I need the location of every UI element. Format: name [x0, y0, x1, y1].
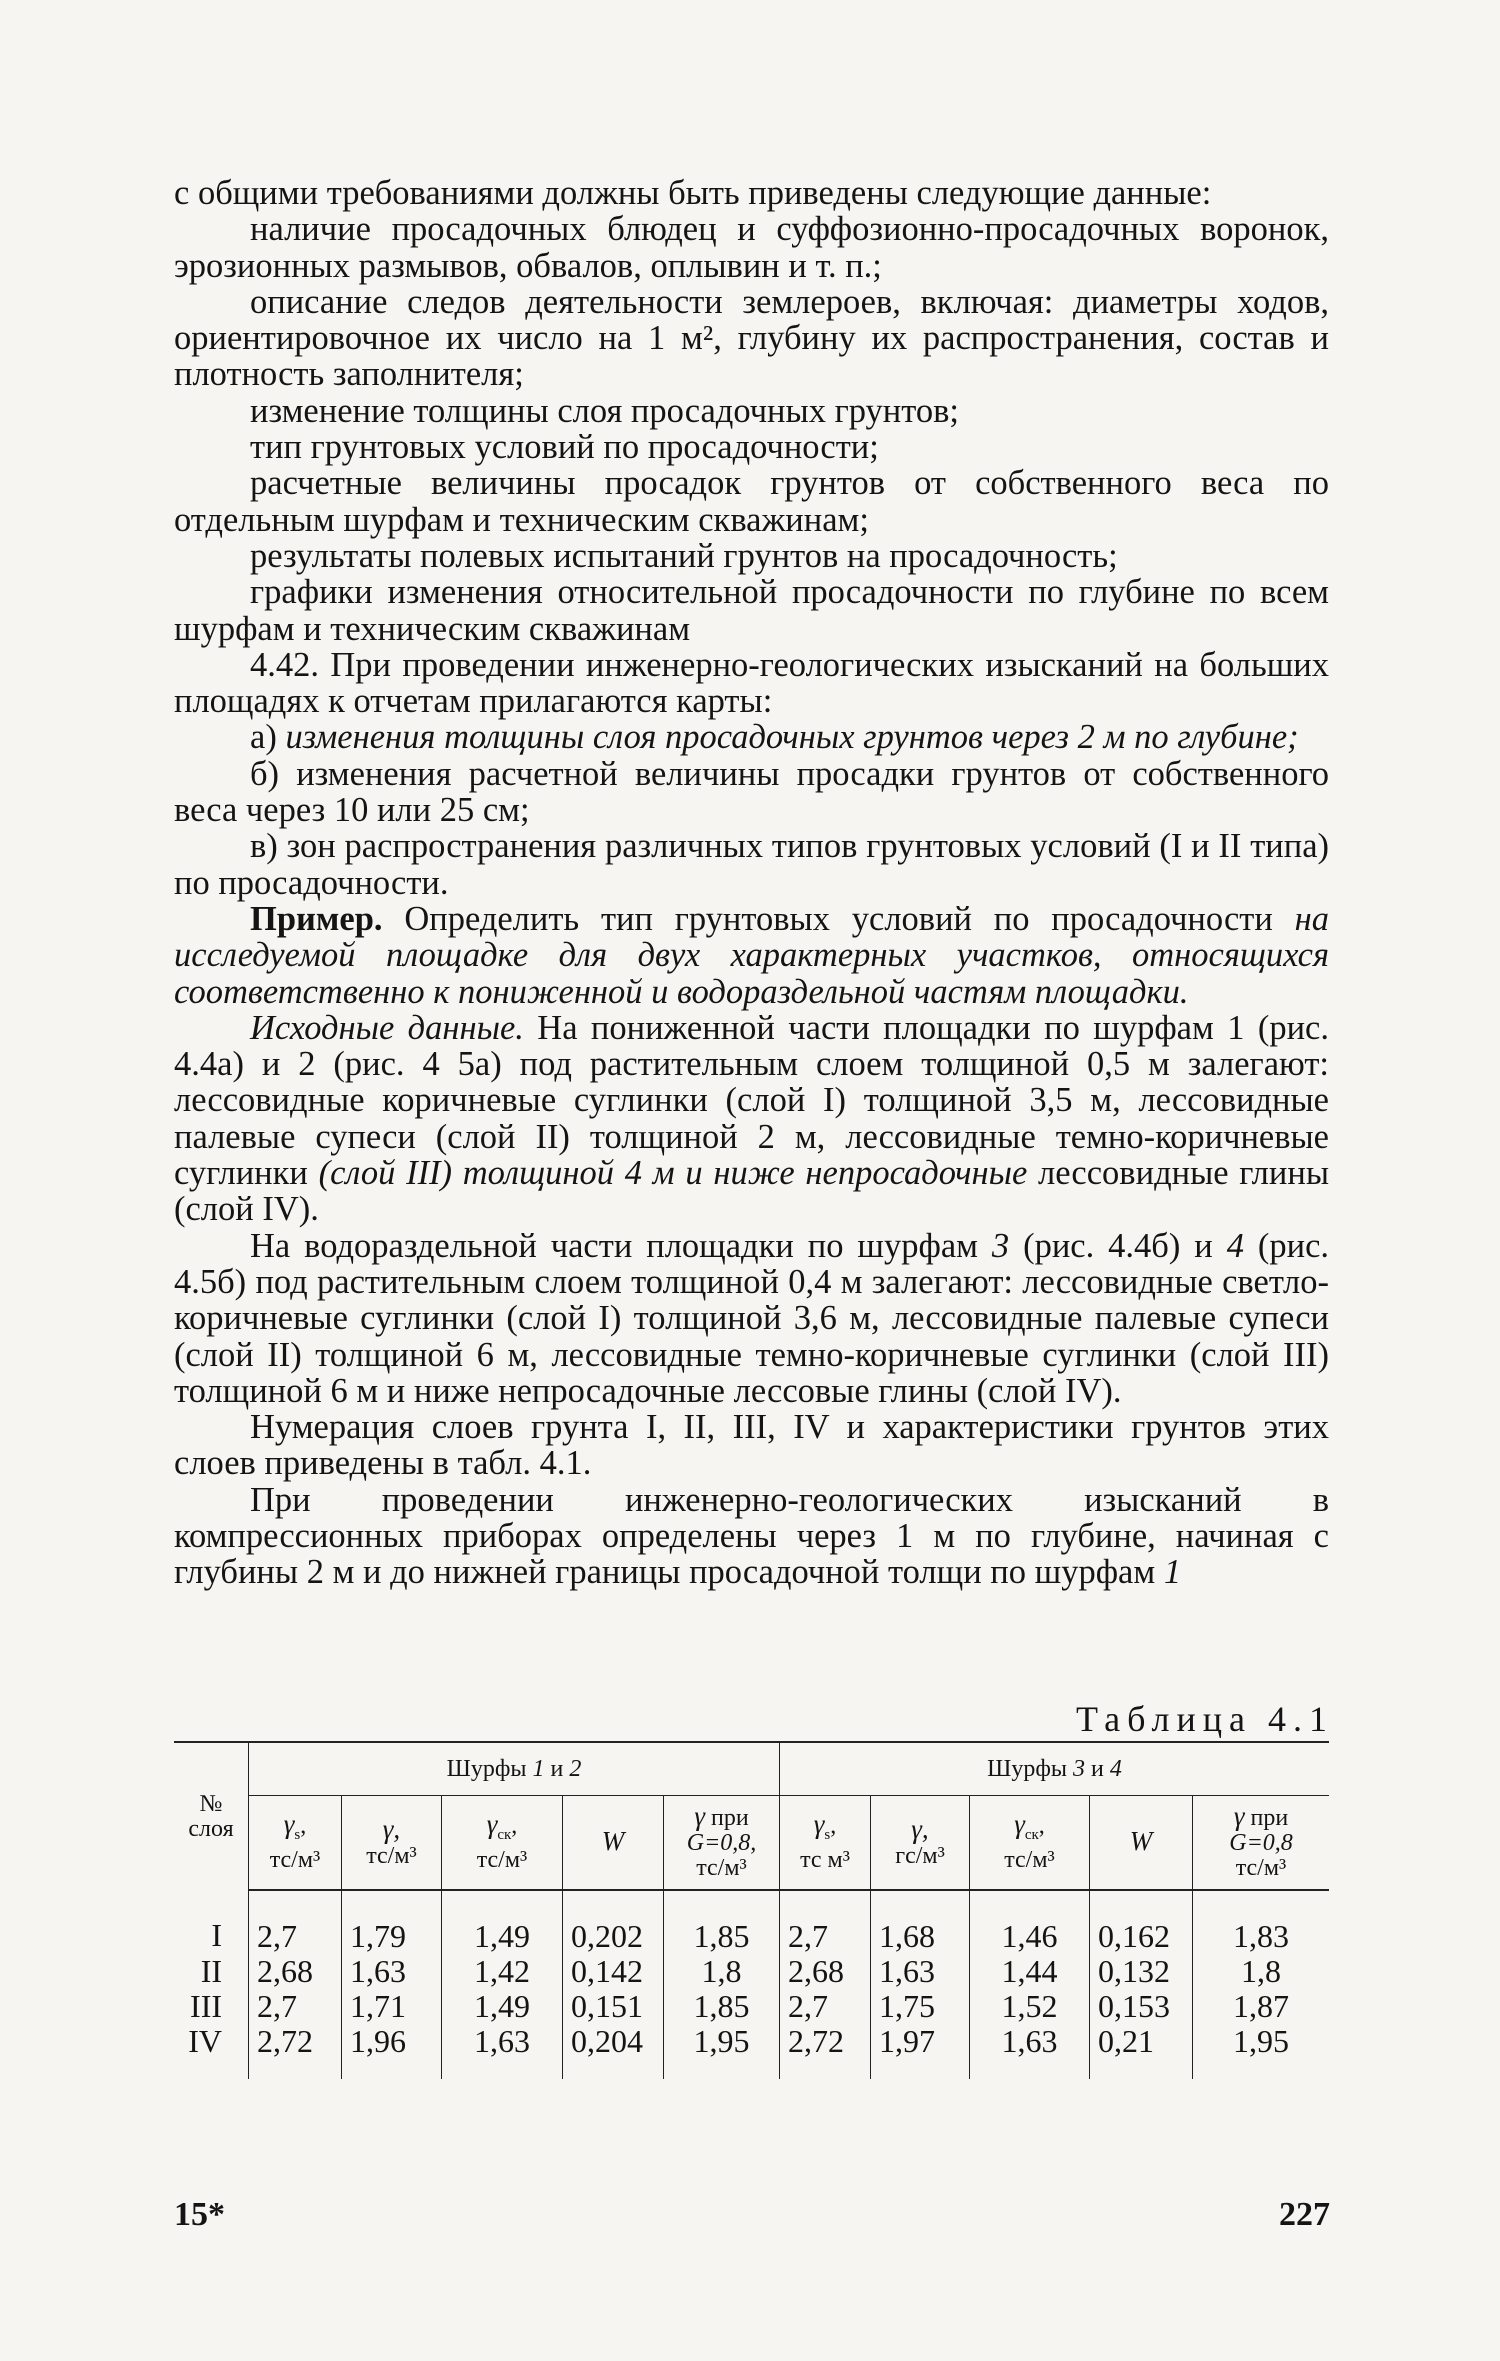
cell: 0,21 [1090, 2024, 1193, 2079]
example-label: Пример. [250, 899, 383, 938]
cell: 1,95 [664, 2024, 780, 2079]
example-text: Определить тип грунтовых условий по просадочности [404, 899, 1273, 938]
cell: 0,142 [563, 1954, 664, 1989]
cell: 1,44 [970, 1954, 1090, 1989]
layer-number: III [174, 1989, 249, 2024]
cell: 2,7 [249, 1989, 342, 2024]
cell: 1,63 [970, 2024, 1090, 2079]
col-layer-number: № слоя [174, 1742, 249, 1890]
body-text [174, 175, 1329, 1591]
paragraph: графики изменения относительной просадочности по глубине по всем шурфам и техническим скважинам [174, 573, 1329, 648]
table-row [174, 1890, 1329, 1954]
cell: 0,153 [1090, 1989, 1193, 2024]
paragraph-text: На водораздельной части площадки по шурфам [250, 1226, 978, 1265]
paragraph: расчетные величины просадок грунтов от собственного веса по отдельным шурфам и техническим скважинам; [174, 464, 1329, 539]
example-paragraph [174, 901, 1329, 1010]
layer-number: I [174, 1890, 249, 1954]
pit-number: 1 [1163, 1553, 1182, 1592]
col-gamma-g-2: γ при G=0,8 тс/м³ [1193, 1796, 1330, 1891]
list-item: в) зон распространения различных типов грунтовых условий (I и II типа) по просадочности. [174, 827, 1329, 902]
table-row [174, 1989, 1329, 2024]
cell: 1,52 [970, 1989, 1090, 2024]
cell: 2,7 [780, 1989, 871, 2024]
cell: 0,132 [1090, 1954, 1193, 1989]
cell: 0,151 [563, 1989, 664, 2024]
table-row [174, 2024, 1329, 2079]
cell: 1,79 [342, 1890, 442, 1954]
paragraph: описание следов деятельности землероев, включая: диаметры ходов, ориентировочное их число на 1 м², глубину их распространения, состав и плотность заполнителя; [174, 282, 1329, 394]
cell: 0,162 [1090, 1890, 1193, 1954]
col-gamma-2: γ, гс/м³ [871, 1796, 970, 1891]
layer-number: II [174, 1954, 249, 1989]
signature-mark: 15* [174, 2196, 225, 2233]
list-text: изменения толщины слоя просадочных грунтов через 2 м по глубине; [285, 718, 1299, 757]
data-table [174, 1741, 1329, 2079]
paragraph-text: (рис. 4.4б) и [1023, 1226, 1213, 1265]
paragraph: результаты полевых испытаний грунтов на просадочность; [250, 536, 1118, 575]
cell: 2,68 [249, 1954, 342, 1989]
cell: 1,96 [342, 2024, 442, 2079]
paragraph: с общими требованиями должны быть приведены следующие данные: [174, 174, 1212, 212]
paragraph-text: лессовидные глины (слой IV). [174, 1154, 1330, 1229]
col-w: W [563, 1796, 664, 1891]
layer-number: IV [174, 2024, 249, 2079]
cell: 1,63 [871, 1954, 970, 1989]
paragraph-text: (рис. 4.5б) под растительным слоем толщиной 0,4 м залегают: лессовидные светло-коричневые суглинки (слой I) толщиной 3,6 м, лессовидные палевые супеси (слой II) толщиной 6 м, лессовидные темно-коричневые суглинки (слой III) толщиной 6 м и ниже непросадочные лессовые глины (слой IV). [174, 1226, 1330, 1410]
paragraph [174, 1482, 1329, 1591]
cell: 1,85 [664, 1890, 780, 1954]
paragraph-text: На пониженной части площадки по шурфам 1 (рис. 4.4а) и 2 (рис. 4 5а) под растительным слоем толщиной 0,5 м залегают: лессовидные коричневые суглинки (слой I) толщиной 3,5 м, лессовидные палевые супеси (слой II) толщиной 2 м, лессовидные темно-коричневые суглинки [174, 1008, 1329, 1193]
cell: 2,72 [249, 2024, 342, 2079]
table-row [174, 1954, 1329, 1989]
cell: 1,46 [970, 1890, 1090, 1954]
cell: 1,8 [664, 1954, 780, 1989]
paragraph [174, 1228, 1329, 1409]
page-number: 227 [1279, 2196, 1330, 2233]
cell: 0,202 [563, 1890, 664, 1954]
group-header-pits-3-4: Шурфы 3 и 4 [780, 1742, 1330, 1796]
col-w-2: W [1090, 1796, 1193, 1891]
cell: 1,68 [871, 1890, 970, 1954]
col-gamma-g: γ при G=0,8, тс/м³ [664, 1796, 780, 1891]
cell: 1,8 [1193, 1954, 1330, 1989]
col-gamma-sk: $\gamma_{ск}$, тс/м³ [442, 1796, 563, 1891]
paragraph: Нумерация слоев грунта I, II, III, IV и характеристики грунтов этих слоев приведены в табл. 4.1. [174, 1408, 1329, 1483]
paragraph-text: При проведении инженерно-геологических изысканий в компрессионных приборах определены через 1 м по глубине, начиная с глубины 2 м и до нижней границы просадочной толщи по шурфам [174, 1480, 1329, 1592]
paragraph-text-italic: (слой III) толщиной 4 м и ниже непросадочные [318, 1154, 1028, 1193]
cell: 1,49 [442, 1890, 563, 1954]
list-item [174, 719, 1329, 755]
pit-number: 3 [991, 1226, 1010, 1265]
col-gamma-s-2: $\gamma_s$, тс м³ [780, 1796, 871, 1891]
cell: 1,71 [342, 1989, 442, 2024]
cell: 1,42 [442, 1954, 563, 1989]
cell: 1,97 [871, 2024, 970, 2079]
cell: 1,95 [1193, 2024, 1330, 2079]
cell: 1,83 [1193, 1890, 1330, 1954]
cell: 1,63 [342, 1954, 442, 1989]
col-gamma: γ, тс/м³ [342, 1796, 442, 1891]
cell: 2,7 [780, 1890, 871, 1954]
cell: 1,85 [664, 1989, 780, 2024]
example-text-italic: на исследуемой площадке для двух характерных участков, относящихся соответственно к пониженной и водораздельной частям площадки. [174, 899, 1330, 1011]
pit-number: 4 [1226, 1226, 1244, 1265]
table-caption: Таблица 4.1 [1076, 1699, 1334, 1739]
cell: 1,75 [871, 1989, 970, 2024]
col-gamma-s: $\gamma_s$, тс/м³ [249, 1796, 342, 1891]
cell: 1,87 [1193, 1989, 1330, 2024]
group-header-pits-1-2: Шурфы 1 и 2 [249, 1742, 780, 1796]
cell: 2,7 [249, 1890, 342, 1954]
paragraph: тип грунтовых условий по просадочности; [250, 428, 879, 467]
list-label: а) [250, 718, 277, 757]
cell: 0,204 [563, 2024, 664, 2079]
list-item: б) изменения расчетной величины просадки грунтов от собственного веса через 10 или 25 см; [174, 754, 1329, 830]
cell: 1,49 [442, 1989, 563, 2024]
paragraph: наличие просадочных блюдец и суффозионно-просадочных воронок, эрозионных размывов, обвалов, оплывин и т. п.; [174, 210, 1329, 285]
source-data-label: Исходные данные. [250, 1008, 524, 1047]
cell: 2,68 [780, 1954, 871, 1989]
section-paragraph: 4.42. При проведении инженерно-геологических изысканий на больших площадях к отчетам прилагаются карты: [174, 645, 1329, 721]
col-gamma-sk-2: $\gamma_{ск}$, тс/м³ [970, 1796, 1090, 1891]
paragraph [174, 1010, 1329, 1228]
cell: 2,72 [780, 2024, 871, 2079]
paragraph: изменение толщины слоя просадочных грунтов; [250, 391, 959, 430]
cell: 1,63 [442, 2024, 563, 2079]
